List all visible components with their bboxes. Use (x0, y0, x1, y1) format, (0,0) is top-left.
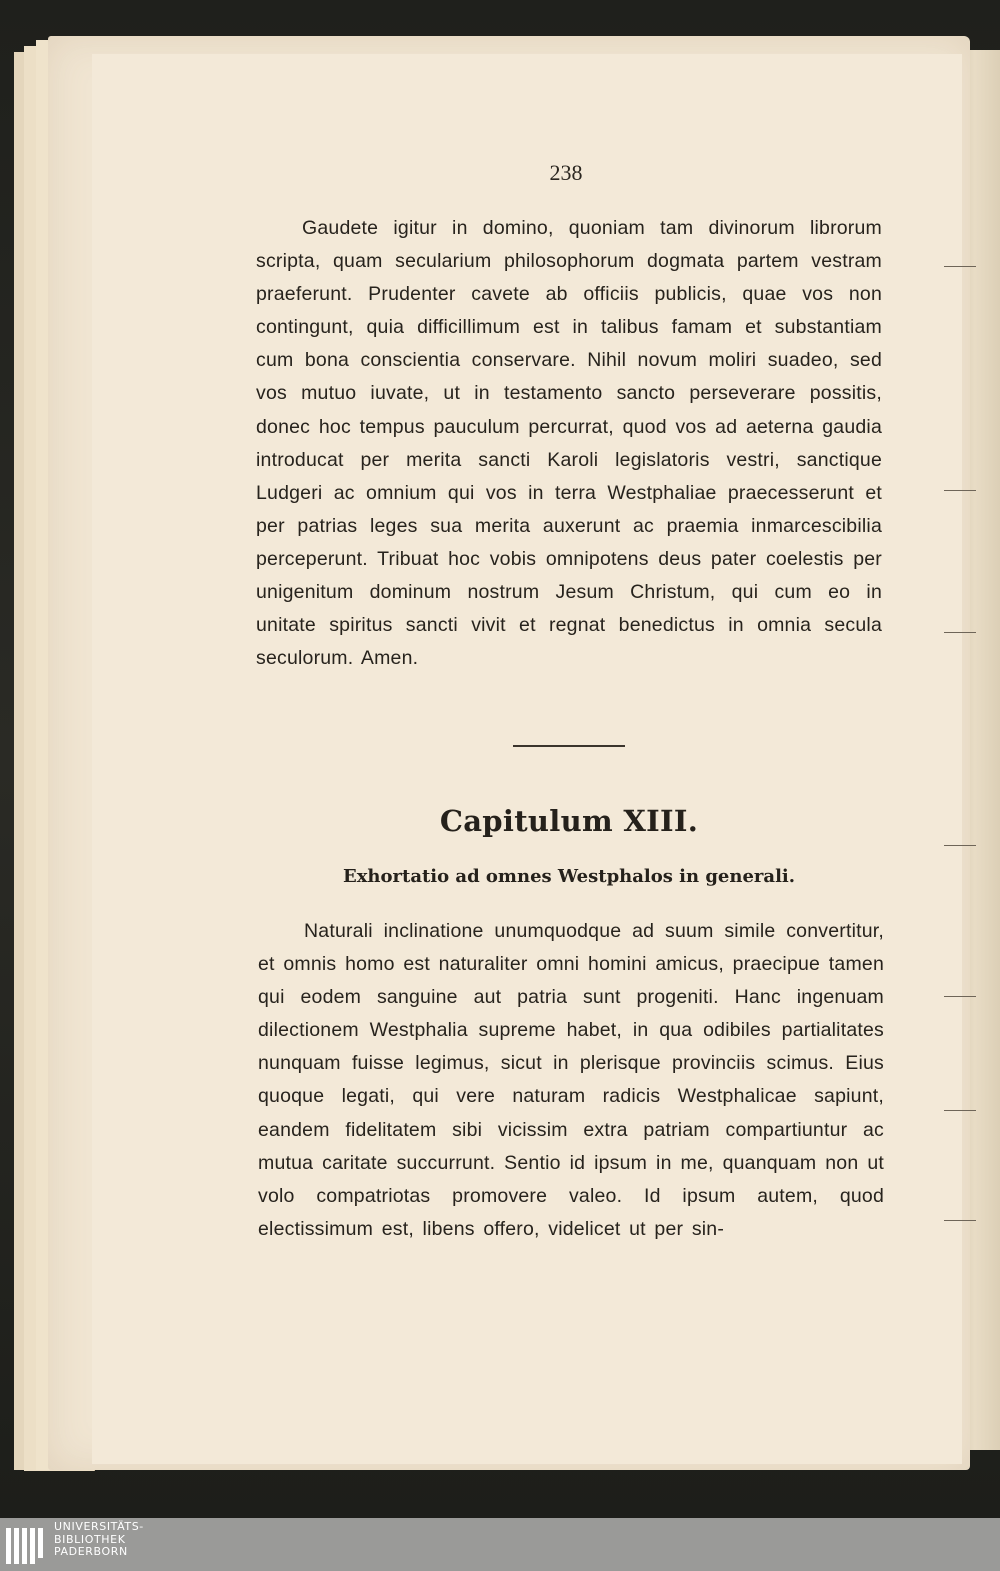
stitch-mark (944, 996, 976, 997)
stitch-mark (944, 1220, 976, 1221)
stitch-mark (944, 266, 976, 267)
library-name-line: UNIVERSITÄTS- (54, 1520, 144, 1533)
body-paragraph: Gaudete igitur in domino, quoniam tam divinorum librorum scripta, quam secularium philosophorum dogmata partem vestram praeferunt. Prudenter cavete ab officiis publicis, quae vos non contingunt, quia difficillimum est in talibus famam et substantiam cum bona conscientia conservare. Nihil novum moliri suadeo, sed vos mutuo iuvate, ut in testamento sancto perseverare possitis, donec hoc tempus pauculum percurrat, quod vos ad aeterna gaudia introducat per merita sancti Karoli legislatoris vestri, sanctique Ludgeri ac omnium qui vos in terra Westphaliae praecesserunt et per patrias leges sua merita auxerunt ac praemia inmarcescibilia perceperunt. Tribuat hoc vobis omnipotens deus pater coelestis per unigenitum dominum nostrum Jesum Christum, qui cum eo in unitate spiritus sancti vivit et regnat benedictus in omnia secula seculorum. Amen. (256, 217, 882, 670)
library-name-line: BIBLIOTHEK (54, 1532, 126, 1546)
stitch-mark (944, 632, 976, 633)
stitch-mark (944, 490, 976, 491)
body-paragraph: Naturali inclinatione unumquodque ad suum simile convertitur, et omnis homo est naturaliter omni homini amicus, praecipue tamen qui eodem sanguine aut patria sunt progeniti. Hanc ingenuam dilectionem Westphalia supreme habet, in qua odibiles partialitates nunquam fuisse legimus, sicut in plerisque provinciis scimus. Eius quoque legati, qui vere naturam radicis Westphalicae sapiunt, eandem fidelitatem sibi vicissim extra patriam compartiuntur ac mutua caritate succurrunt. Sentio id ipsum in me, quanquam non ut volo compatriotas promovere valeo. Id ipsum autem, quod electissimum est, libens offero, videlicet ut per sin- (258, 920, 884, 1240)
stitch-mark (944, 1110, 976, 1111)
library-banner (0, 1518, 1000, 1571)
library-name-line: PADERBORN (54, 1545, 128, 1558)
chapter-subtitle: Exhortatio ad omnes Westphalos in generali. (342, 866, 796, 887)
stitch-mark (944, 845, 976, 846)
section-divider (513, 745, 625, 747)
library-logo-icon (6, 1528, 46, 1564)
chapter-title: Capitulum XIII. (439, 804, 699, 838)
page-number: 238 (549, 160, 583, 185)
library-name (54, 1521, 144, 1559)
